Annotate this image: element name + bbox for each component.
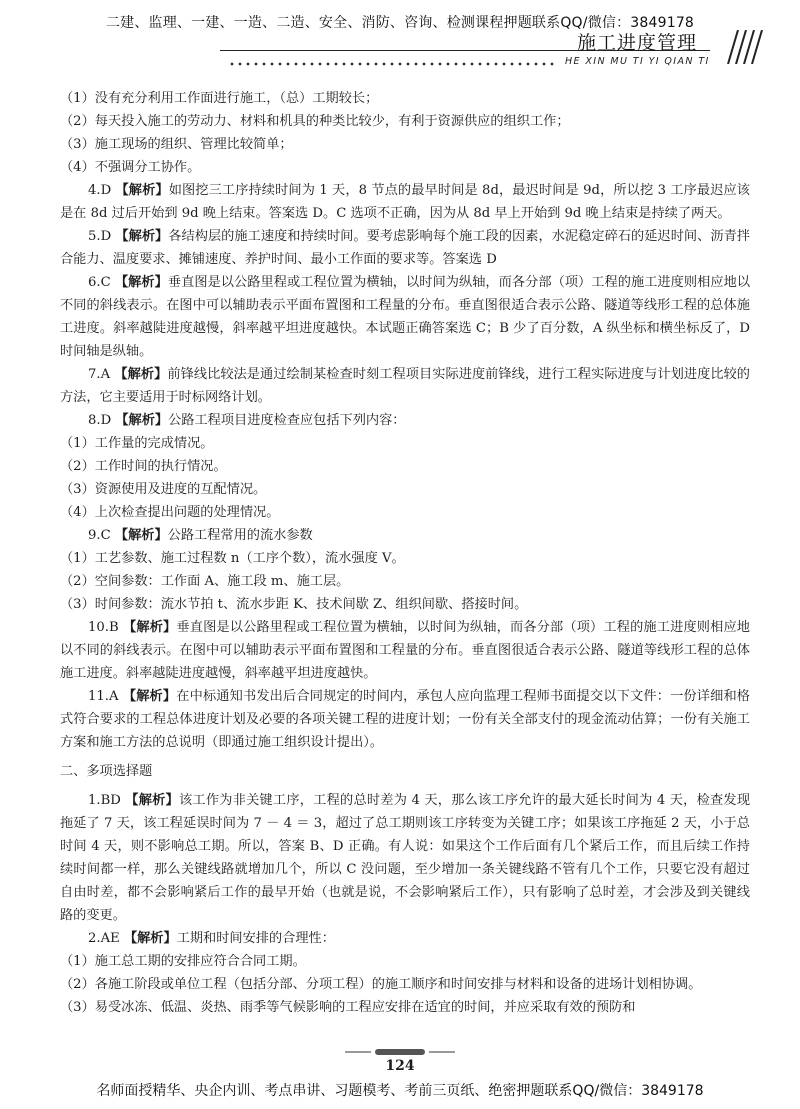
answer-10: 10.B 【解析】垂直图是以公路里程或工程位置为横轴，以时间为纵轴，而各分部（项）工程的施工进度则相应地以不同的斜线表示。在图中可以辅助表示平面布置图和工程量的分布。垂直图很适合表示公路、隧道等线形工程的总体施工进度。斜率越陡进度越慢，斜率越平坦进度越快。 xyxy=(60,620,750,681)
answer-7: 7.A 【解析】前锋线比较法是通过绘制某检查时刻工程项目实际进度前锋线，进行工程实际进度与计划进度比较的方法，它主要适用于时标网络计划。 xyxy=(60,367,750,405)
section-heading: 二、多项选择题 xyxy=(60,764,153,779)
bottom-contact-banner: 名师面授精华、央企内训、考点串讲、习题模考、考前三页纸、绝密押题联系QQ/微信：3849178 xyxy=(96,1083,704,1099)
list-item: （3）资源使用及进度的互配情况。 xyxy=(60,482,267,497)
answer-6: 6.C 【解析】垂直图是以公路里程或工程位置为横轴，以时间为纵轴，而各分部（项）工程的施工进度则相应地以不同的斜线表示。在图中可以辅助表示平面布置图和工程量的分布。垂直图很适合表示公路、隧道等线形工程的总体施工进度。斜率越陡进度越慢，斜率越平坦进度越快。本试题正确答案选 C；B 少了百分数，A 纵坐标和横坐标反了，D 时间轴是纵轴。 xyxy=(60,275,751,359)
answer-8: 8.D 【解析】公路工程项目进度检查应包括下列内容： xyxy=(88,413,406,428)
list-item: （1）工作量的完成情况。 xyxy=(60,436,214,451)
list-item: （2）空间参数：工作面 A、施工段 m、施工层。 xyxy=(60,574,350,589)
list-item: （2）工作时间的执行情况。 xyxy=(60,459,227,474)
section-subtitle: HE XIN MU TI YI QIAN TI xyxy=(565,56,710,67)
list-item: （4）不强调分工协作。 xyxy=(60,160,201,175)
answer-content xyxy=(60,87,750,1019)
list-item: （3）时间参数：流水节拍 t、流水步距 K、技术间歇 Z、组织间歇、搭接时间。 xyxy=(60,597,528,612)
list-item: （1）没有充分利用工作面进行施工，（总）工期较长； xyxy=(60,91,379,106)
answer-4: 4.D 【解析】如图挖三工序持续时间为 1 天，8 节点的最早时间是 8d，最迟时间是 9d，所以挖 3 工序最迟应该是在 8d 过后开始到 9d 晚上结束。答案选 D。C 选项不正确，因为从 8d 早上开始到 9d 晚上结束是持续了两天。 xyxy=(60,183,750,221)
list-item: （1）施工总工期的安排应符合合同工期。 xyxy=(60,954,306,969)
list-item: （2）每天投入施工的劳动力、材料和机具的种类比较少，有利于资源供应的组织工作； xyxy=(60,114,570,129)
list-item: （2）各施工阶段或单位工程（包括分部、分项工程）的施工顺序和时间安排与材料和设备的进场计划相协调。 xyxy=(60,977,702,992)
header-dotted-rule xyxy=(228,62,558,66)
page-number: 124 xyxy=(385,1058,415,1074)
answer-5: 5.D 【解析】各结构层的施工速度和持续时间。要考虑影响每个施工段的因素，水泥稳定碎石的延迟时间、沥青拌合能力、温度要求、摊铺速度、养护时间、最小工作面的要求等。答案选 D xyxy=(60,229,750,267)
answer-b2: 2.AE 【解析】工期和时间安排的合理性： xyxy=(88,931,335,946)
section-title: 施工进度管理 xyxy=(577,32,698,54)
answer-b1: 1.BD 【解析】该工作为非关键工序，工程的总时差为 4 天，那么该工序允许的最大延长时间为 4 天，检查发现拖延了 7 天，该工程延误时间为 7 － 4 ＝ 3，超过了总工期则该工序转变为关键工序；如果该工序拖延 2 天，小于总时间 4 天，则不影响总工期。所以，答案 B、D 正确。有人说：如果这个工作后面有几个紧后工作，而且后续工作持续时间都一样，那么关键线路就增加几个，所以 C 没问题，至少增加一条关键线路不管有几个工作，只要它没有超过自由时差，都不会影响紧后工作的最早开始（也就是说，不会影响紧后工作），只有影响了总时差，才会涉及到关键线路的变更。 xyxy=(60,793,751,923)
header-slash-decoration xyxy=(720,30,764,64)
page-number-ornament xyxy=(345,1049,455,1055)
list-item: （1）工艺参数、施工过程数 n（工序个数），流水强度 V。 xyxy=(60,551,405,566)
list-item: （4）上次检查提出问题的处理情况。 xyxy=(60,505,280,520)
list-item: （3）易受冰冻、低温、炎热、雨季等气候影响的工程应安排在适宜的时间，并应采取有效的预防和 xyxy=(60,1000,636,1015)
list-item: （3）施工现场的组织、管理比较简单； xyxy=(60,137,293,152)
answer-11: 11.A 【解析】在中标通知书发出后合同规定的时间内，承包人应向监理工程师书面提交以下文件：一份详细和格式符合要求的工程总体进度计划及必要的各项关键工程的进度计划；一份有关全部支付的现金流动估算；一份有关施工方案和施工方法的总说明（即通过施工组织设计提出）。 xyxy=(60,689,750,750)
top-contact-banner: 二建、监理、一建、一造、二造、安全、消防、咨询、检测课程押题联系QQ/微信：3849178 xyxy=(105,15,695,31)
answer-9: 9.C 【解析】公路工程常用的流水参数 xyxy=(88,528,313,543)
